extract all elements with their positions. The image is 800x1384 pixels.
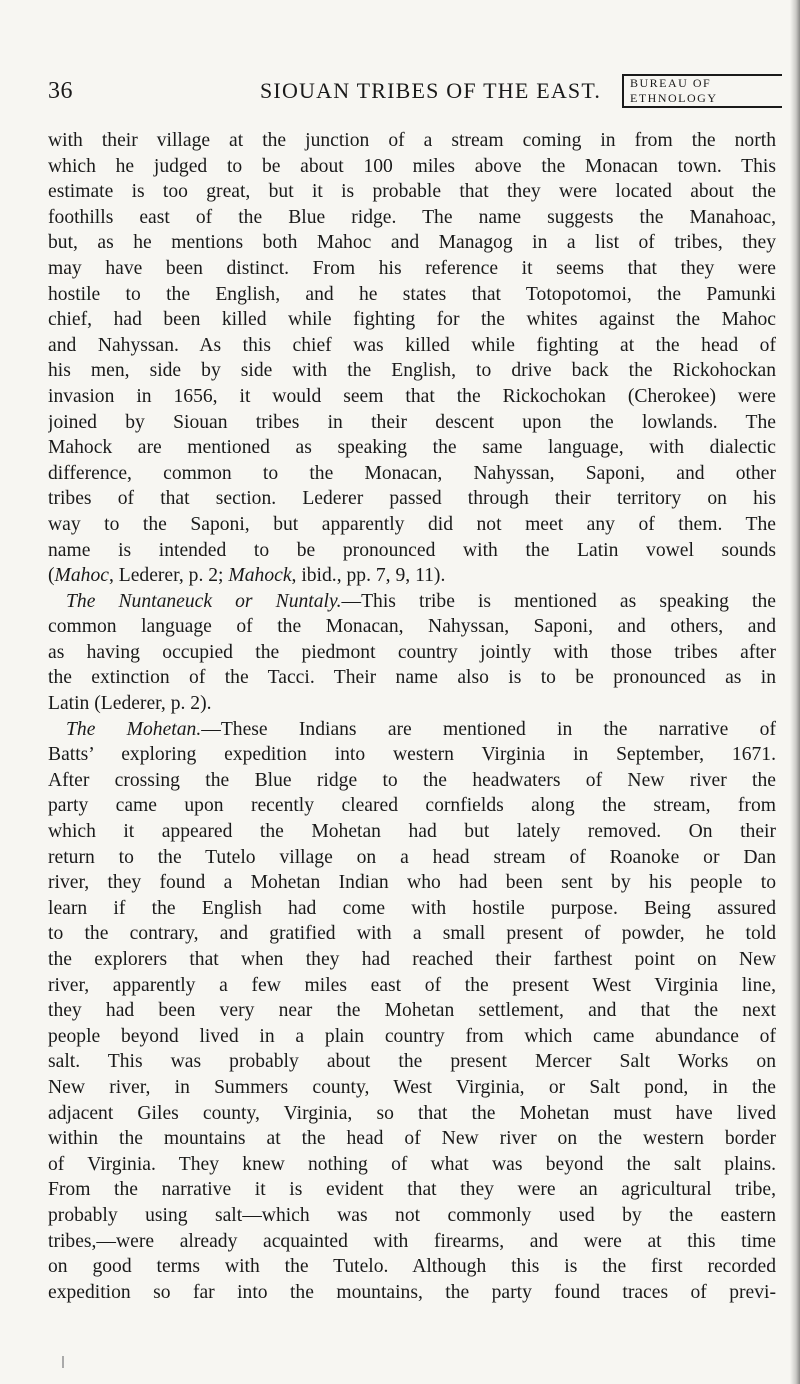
text-line: foothills east of the Blue ridge. The name suggests the Manahoac, <box>48 206 776 228</box>
text-line: way to the Saponi, but apparently did not meet any of them. The <box>48 513 776 535</box>
text-line: river, apparently a few miles east of the present West Virginia line, <box>48 974 776 996</box>
text-line: estimate is too great, but it is probable that they were located about the <box>48 181 776 203</box>
text-line: the extinction of the Tacci. Their name also is to be pronounced as in <box>48 667 776 689</box>
text-line: which he judged to be about 100 miles above the Monacan town. This <box>48 155 776 177</box>
italic-segment: The Mohetan. <box>66 718 202 740</box>
text-line: return to the Tutelo village on a head stream of Roanoke or Dan <box>48 846 776 868</box>
text-line: as having occupied the piedmont country jointly with those tribes after <box>48 641 776 663</box>
text-line: to the contrary, and gratified with a small present of powder, he told <box>48 923 776 945</box>
text-line: which it appeared the Mohetan had but lately removed. On their <box>48 821 776 843</box>
text-line: chief, had been killed while fighting for the whites against the Mahoc <box>48 309 776 331</box>
text-line: probably using salt—which was not commonly used by the eastern <box>48 1204 776 1226</box>
text-line: Latin (Lederer, p. 2). <box>48 693 212 715</box>
text-line: may have been distinct. From his reference it seems that they were <box>48 257 776 279</box>
text-segment: , Lederer, p. 2; <box>108 565 229 587</box>
text-line: learn if the English had come with hostile purpose. Being assured <box>48 897 776 919</box>
text-line: adjacent Giles county, Virginia, so that the Mohetan must have lived <box>48 1102 776 1124</box>
text-segment: —This tribe is mentioned as speaking the <box>341 590 776 612</box>
text-line: salt. This was probably about the present Mercer Salt Works on <box>48 1051 776 1073</box>
text-line: but, as he mentions both Mahoc and Managog in a list of tribes, they <box>48 232 776 254</box>
text-line: with their village at the junction of a stream coming in from the north <box>48 130 776 151</box>
text-line: From the narrative it is evident that they were an agricultural tribe, <box>48 1179 776 1201</box>
text-line: on good terms with the Tutelo. Although this is the first recorded <box>48 1256 776 1278</box>
text-line: joined by Siouan tribes in their descent upon the lowlands. The <box>48 411 776 433</box>
text-line: common language of the Monacan, Nahyssan, Saponi, and others, and <box>48 616 776 638</box>
page-number: 36 <box>48 78 73 104</box>
text-line: they had been very near the Mohetan settlement, and that the next <box>48 1000 776 1022</box>
text-segment: —These Indians are mentioned in the narrative of <box>201 718 776 740</box>
text-line: his men, side by side with the English, to drive back the Rickohockan <box>48 360 776 382</box>
text-line: difference, common to the Monacan, Nahyssan, Saponi, and other <box>48 462 776 484</box>
text-line: After crossing the Blue ridge to the headwaters of New river the <box>48 769 776 791</box>
text-line <box>48 589 776 615</box>
text-line: New river, in Summers county, West Virginia, or Salt pond, in the <box>48 1076 776 1098</box>
italic-segment: Mahoc <box>54 565 109 587</box>
text-line: tribes,—were already acquainted with firearms, and were at this time <box>48 1230 776 1252</box>
text-line: Batts’ exploring expedition into western Virginia in September, 1671. <box>48 744 776 766</box>
scan-mark <box>62 1356 64 1368</box>
text-line: people beyond lived in a plain country from which came abundance of <box>48 1025 776 1047</box>
text-line: and Nahyssan. As this chief was killed while fighting at the head of <box>48 334 776 356</box>
bureau-label: BUREAU OF <box>630 76 712 90</box>
text-line: tribes of that section. Lederer passed through their territory on his <box>48 488 776 510</box>
text-line: of Virginia. They knew nothing of what was beyond the salt plains. <box>48 1153 776 1175</box>
running-title: SIOUAN TRIBES OF THE EAST. <box>260 78 602 103</box>
page-header <box>48 78 778 114</box>
text-line <box>48 563 776 589</box>
page-edge-shadow <box>790 0 800 1384</box>
text-line: expedition so far into the mountains, the party found traces of previ- <box>48 1281 776 1303</box>
text-segment: ( <box>48 565 55 587</box>
text-line: within the mountains at the head of New river on the western border <box>48 1128 776 1150</box>
text-line: party came upon recently cleared cornfields along the stream, from <box>48 795 776 817</box>
text-line: Mahock are mentioned as speaking the same language, with dialectic <box>48 437 776 459</box>
text-line: name is intended to be pronounced with the Latin vowel sounds <box>48 539 776 561</box>
italic-segment: The Nuntaneuck or Nuntaly. <box>66 590 342 612</box>
text-segment: , ibid., pp. 7, 9, 11). <box>291 565 446 587</box>
text-line: hostile to the English, and he states that Totopotomoi, the Pamunki <box>48 283 776 305</box>
text-line <box>48 717 776 743</box>
text-line: invasion in 1656, it would seem that the Rickochokan (Cherokee) were <box>48 385 776 407</box>
text-line: the explorers that when they had reached their farthest point on New <box>48 949 776 970</box>
bureau-bracket <box>622 74 782 108</box>
italic-segment: Mahock <box>228 565 292 587</box>
ethnology-label: ETHNOLOGY <box>630 91 718 105</box>
text-line: river, they found a Mohetan Indian who had been sent by his people to <box>48 872 776 894</box>
body-text <box>48 128 776 1305</box>
